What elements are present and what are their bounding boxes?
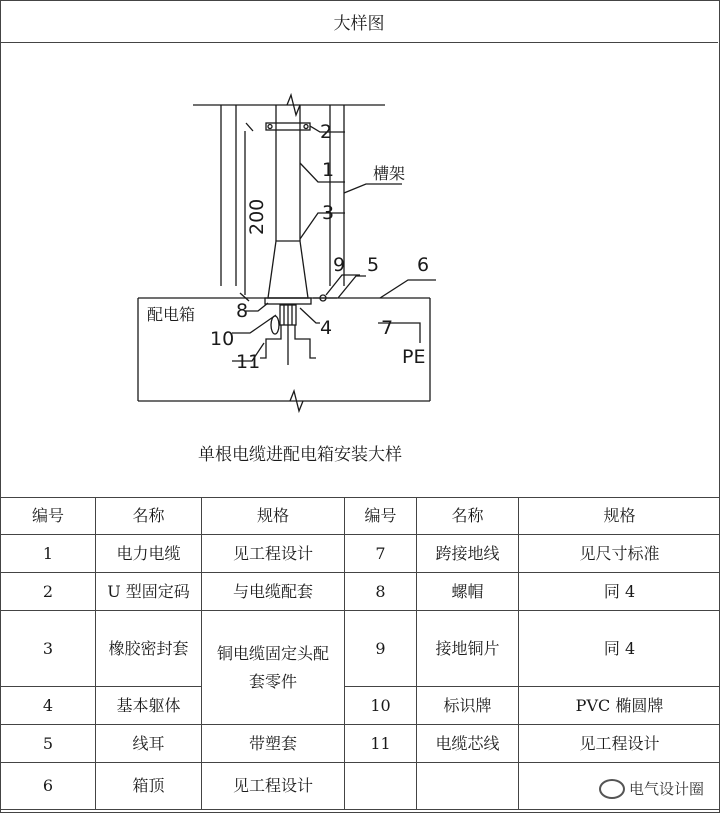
cell-no: 3 bbox=[1, 611, 96, 687]
cell-spec: 同 4 bbox=[519, 611, 720, 687]
installation-drawing bbox=[0, 43, 718, 438]
table-row bbox=[1, 611, 720, 687]
clamp-bolt-left bbox=[268, 125, 272, 129]
box-label: 配电箱 bbox=[147, 305, 196, 324]
table-header-row bbox=[1, 498, 720, 535]
cell-no: 9 bbox=[345, 611, 417, 687]
dimension-label: 200 bbox=[246, 198, 268, 235]
page-title: 大样图 bbox=[0, 0, 718, 43]
cell-name: 橡胶密封套 bbox=[96, 611, 202, 687]
clamp-bolt-right bbox=[304, 125, 308, 129]
parts-table bbox=[0, 497, 720, 810]
cell-name: 标识牌 bbox=[417, 687, 519, 725]
label-3: 3 bbox=[322, 202, 335, 224]
cell-name: 基本躯体 bbox=[96, 687, 202, 725]
cell-name: 线耳 bbox=[96, 725, 202, 763]
id-tag bbox=[271, 316, 279, 334]
label-9: 9 bbox=[333, 254, 346, 276]
watermark bbox=[599, 778, 704, 799]
label-10: 10 bbox=[210, 328, 235, 350]
cell-no: 10 bbox=[345, 687, 417, 725]
header-spec-2: 规格 bbox=[519, 498, 720, 535]
cell-no: 11 bbox=[345, 725, 417, 763]
core-lead-right bbox=[295, 325, 316, 358]
cell-no: 1 bbox=[1, 535, 96, 573]
table-row bbox=[1, 687, 720, 725]
cell-name: 接地铜片 bbox=[417, 611, 519, 687]
tray-label: 槽架 bbox=[373, 164, 406, 183]
cell-spec: 见工程设计 bbox=[519, 725, 720, 763]
cable-gland bbox=[268, 241, 308, 298]
cell-no: 8 bbox=[345, 573, 417, 611]
wechat-icon bbox=[599, 779, 625, 799]
label-5: 5 bbox=[367, 254, 380, 276]
table-row bbox=[1, 725, 720, 763]
label-8: 8 bbox=[236, 300, 249, 322]
pe-label: PE bbox=[402, 346, 426, 368]
cell-spec: 同 4 bbox=[519, 573, 720, 611]
cell-name: U 型固定码 bbox=[96, 573, 202, 611]
cell-name: 电缆芯线 bbox=[417, 725, 519, 763]
watermark-text: 电气设计圈 bbox=[628, 780, 704, 798]
label-4: 4 bbox=[320, 317, 333, 339]
label-6: 6 bbox=[417, 254, 430, 276]
cell-name: 跨接地线 bbox=[417, 535, 519, 573]
label-11: 11 bbox=[236, 351, 261, 373]
cell-no bbox=[345, 763, 417, 810]
header-no-2: 编号 bbox=[345, 498, 417, 535]
header-name: 名称 bbox=[96, 498, 202, 535]
label-1: 1 bbox=[322, 159, 335, 181]
cell-name: 螺帽 bbox=[417, 573, 519, 611]
cell-name bbox=[417, 763, 519, 810]
header-no: 编号 bbox=[1, 498, 96, 535]
cell-spec: 带塑套 bbox=[202, 725, 345, 763]
cell-no: 6 bbox=[1, 763, 96, 810]
cell-no: 5 bbox=[1, 725, 96, 763]
cell-name: 箱顶 bbox=[96, 763, 202, 810]
cell-spec-merged: 铜电缆固定头配套零件 bbox=[202, 611, 345, 725]
table-row bbox=[1, 573, 720, 611]
cell-name: 电力电缆 bbox=[96, 535, 202, 573]
header-name-2: 名称 bbox=[417, 498, 519, 535]
label-2: 2 bbox=[320, 121, 333, 143]
drawing-caption: 单根电缆进配电箱安装大样 bbox=[198, 445, 402, 465]
cell-no: 4 bbox=[1, 687, 96, 725]
label-7: 7 bbox=[381, 317, 394, 339]
cell-no: 2 bbox=[1, 573, 96, 611]
cell-spec: 见工程设计 bbox=[202, 535, 345, 573]
cell-spec: 见尺寸标准 bbox=[519, 535, 720, 573]
cell-spec: PVC 椭圆牌 bbox=[519, 687, 720, 725]
table-row bbox=[1, 535, 720, 573]
cell-no: 7 bbox=[345, 535, 417, 573]
header-spec: 规格 bbox=[202, 498, 345, 535]
gland-nut bbox=[265, 298, 311, 304]
cell-spec: 见工程设计 bbox=[202, 763, 345, 810]
cell-spec: 与电缆配套 bbox=[202, 573, 345, 611]
